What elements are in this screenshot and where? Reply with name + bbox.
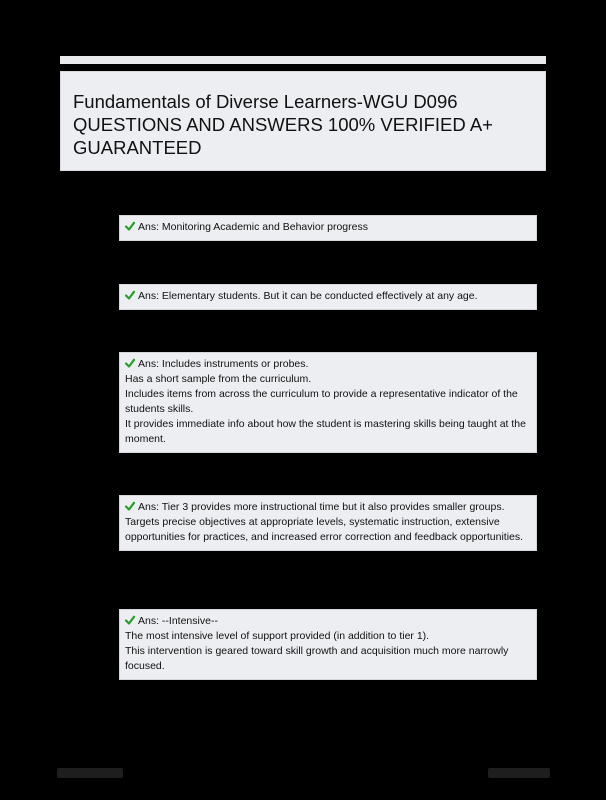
answer-line: The most intensive level of support provided (in addition to tier 1). — [125, 630, 430, 642]
check-icon — [125, 615, 135, 625]
title-box — [60, 71, 546, 171]
title-line: Fundamentals of Diverse Learners-WGU D096 — [73, 91, 458, 112]
answer-box — [119, 609, 537, 680]
answer-box — [119, 215, 537, 241]
answer-box — [119, 284, 537, 310]
answer-line: It provides immediate info about how the student is mastering skills being taught at the moment. — [125, 418, 529, 445]
check-icon — [125, 358, 135, 368]
header-strip — [60, 56, 546, 64]
page-title — [73, 90, 535, 159]
answer-line: Ans: Elementary students. But it can be conducted effectively at any age. — [125, 289, 530, 304]
check-icon — [125, 501, 135, 511]
answer-box — [119, 352, 537, 453]
footer-watermark-left — [57, 768, 123, 778]
title-line: GUARANTEED — [73, 137, 202, 158]
check-icon — [125, 221, 135, 231]
answer-line: Includes items from across the curriculum to provide a representative indicator of the students skills. — [125, 388, 521, 415]
check-icon — [125, 290, 135, 300]
answer-line: Has a short sample from the curriculum. — [125, 373, 312, 385]
title-line: QUESTIONS AND ANSWERS 100% VERIFIED A+ — [73, 114, 493, 135]
answer-box — [119, 495, 537, 551]
answer-line: Ans: Monitoring Academic and Behavior progress — [125, 220, 530, 235]
answer-line: Targets precise objectives at appropriate levels, systematic instruction, extensive opportunities for practices, and increased error correction and feedback opportunities. — [125, 516, 524, 543]
answer-line: Ans: --Intensive-- — [125, 614, 530, 629]
footer-watermark-right — [488, 768, 550, 778]
answer-line: Ans: Includes instruments or probes. — [125, 357, 530, 372]
answer-line: This intervention is geared toward skill growth and acquisition much more narrowly focused. — [125, 645, 512, 672]
answer-line: Ans: Tier 3 provides more instructional time but it also provides smaller groups. — [125, 500, 530, 515]
